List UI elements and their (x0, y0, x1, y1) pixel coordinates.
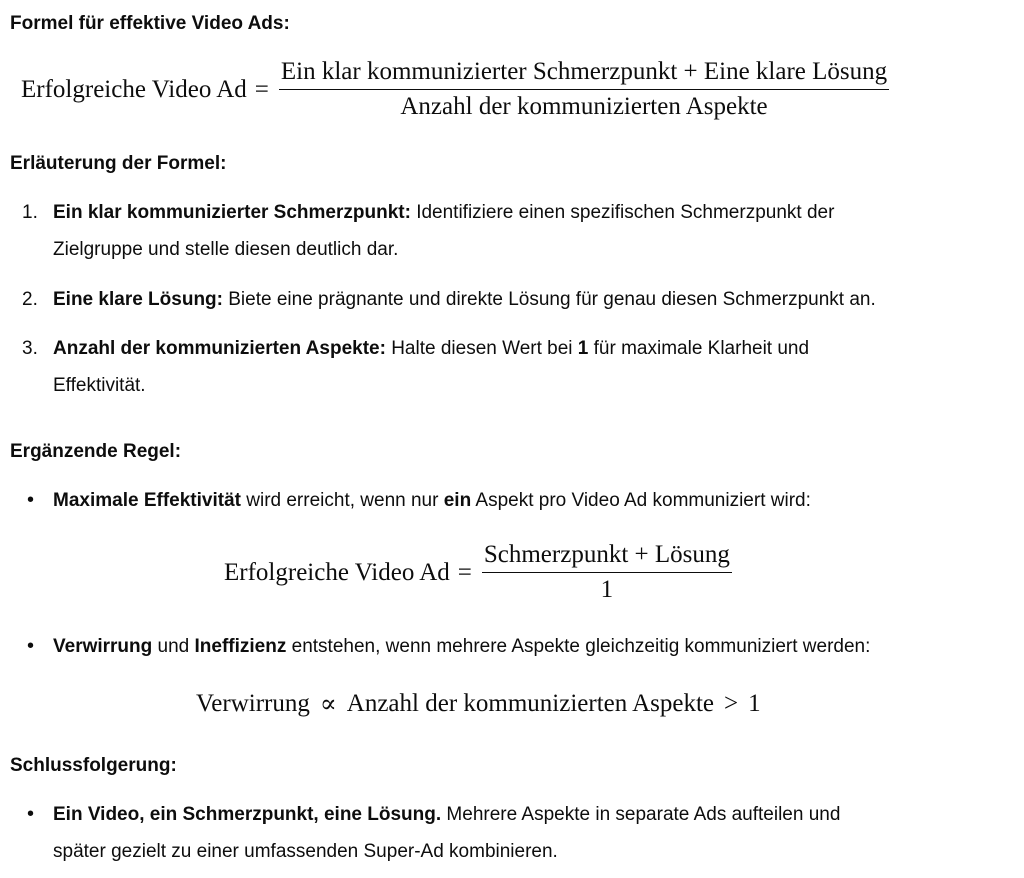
bullet-icon: • (27, 635, 35, 657)
list-item-body: Mehrere Aspekte in separate Ads aufteilen und (441, 804, 841, 825)
formula-3-value: 1 (748, 690, 761, 717)
formula-2-numerator: Schmerzpunkt + Lösung (483, 541, 730, 568)
formula-confusion (196, 689, 761, 719)
list-item-body-after: Aspekt pro Video Ad kommuniziert wird: (471, 490, 811, 511)
formula-main (21, 58, 889, 121)
heading-conclusion: Schlussfolgerung: (10, 755, 177, 776)
list-item-body-cont: Effektivität. (53, 375, 146, 396)
formula-3-rhs: Anzahl der kommunizierten Aspekte (346, 690, 715, 717)
list-item-body: und (152, 636, 195, 657)
greater-than-icon: > (724, 690, 739, 717)
list-item-body-after: entstehen, wenn mehrere Aspekte gleichzeitig kommuniziert werden: (286, 636, 871, 657)
heading-explanation: Erläuterung der Formel: (10, 153, 227, 174)
list-item-text (53, 796, 1013, 870)
list-item-text (53, 628, 1013, 665)
bullet-icon: • (27, 803, 35, 825)
list-item-bold: Ein klar kommunizierter Schmerzpunkt: (53, 202, 411, 223)
list-item-text (53, 330, 1013, 404)
list-item-body-cont: Zielgruppe und stelle diesen deutlich dar. (53, 239, 399, 260)
formula-main-fraction (279, 58, 889, 121)
list-item-bold: Eine klare Lösung: (53, 289, 223, 310)
proportional-icon: ∝ (319, 691, 337, 718)
list-item-bold-2: Ineffizienz (194, 636, 287, 657)
list-item-text (53, 194, 1013, 268)
heading-rule: Ergänzende Regel: (10, 441, 182, 462)
list-item-bold: Verwirrung (53, 636, 153, 657)
list-marker: 1. (22, 202, 38, 223)
formula-main-denominator: Anzahl der kommunizierten Aspekte (400, 93, 768, 120)
list-item-text (53, 482, 1013, 519)
formula-main-equals: = (254, 75, 269, 103)
formula-main-lhs: Erfolgreiche Video Ad (21, 75, 247, 103)
formula-2-lhs: Erfolgreiche Video Ad (224, 558, 450, 586)
list-item-body-cont: später gezielt zu einer umfassenden Super-Ad kombinieren. (53, 841, 558, 862)
list-item-body: wird erreicht, wenn nur (240, 490, 444, 511)
formula-3-lhs: Verwirrung (196, 690, 310, 717)
list-item-body: Halte diesen Wert bei (385, 338, 578, 359)
list-marker: 3. (22, 338, 38, 359)
list-item-text (53, 281, 1013, 318)
formula-2-denominator: 1 (600, 576, 614, 603)
formula-max-effectiveness (224, 541, 732, 604)
bullet-icon: • (27, 489, 35, 511)
list-item-bold-value: 1 (577, 338, 589, 359)
heading-formula: Formel für effektive Video Ads: (10, 13, 290, 34)
formula-2-equals: = (457, 558, 472, 586)
list-item-bold: Anzahl der kommunizierten Aspekte: (53, 338, 386, 359)
list-item-bold: Ein Video, ein Schmerzpunkt, eine Lösung. (53, 804, 442, 825)
list-item-body: Identifiziere einen spezifischen Schmerzpunkt der (410, 202, 835, 223)
list-item-bold-2: ein (443, 490, 472, 511)
formula-main-numerator: Ein klar kommunizierter Schmerzpunkt + Eine klare Lösung (280, 58, 888, 85)
list-item-body-after: für maximale Klarheit und (588, 338, 810, 359)
formula-2-fraction (482, 541, 732, 604)
list-item-bold: Maximale Effektivität (53, 490, 241, 511)
list-item-body: Biete eine prägnante und direkte Lösung für genau diesen Schmerzpunkt an. (222, 289, 876, 310)
list-marker: 2. (22, 289, 38, 310)
